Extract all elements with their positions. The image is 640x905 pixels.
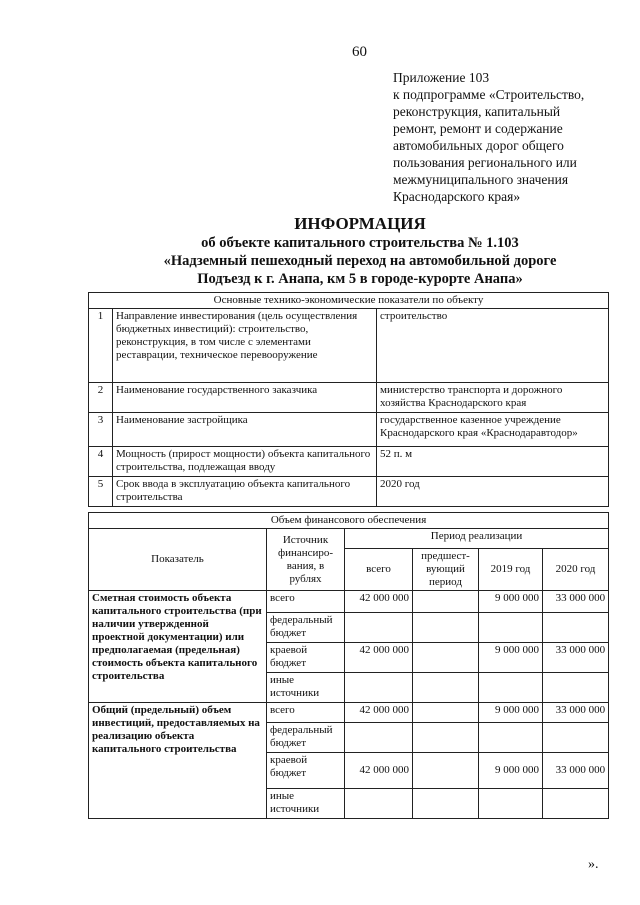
source-cell: федеральный бюджет (267, 723, 345, 753)
appendix-line: к подпрограмме «Строительство, (393, 87, 585, 102)
source-cell: иные источники (267, 673, 345, 703)
col-period: Период реализации (345, 529, 609, 549)
value-2019 (479, 789, 543, 819)
closing-mark: ». (588, 857, 599, 872)
col-prev: предшест-вующий период (413, 549, 479, 591)
indicator-value: министерство транспорта и дорожного хозяйства Краснодарского края (377, 383, 609, 413)
value-2019 (479, 613, 543, 643)
source-cell: всего (267, 591, 345, 613)
col-source: Источник финансиро-вания, в рублях (267, 529, 345, 591)
value-2020: 33 000 000 (543, 753, 609, 789)
title-main: ИНФОРМАЦИЯ (294, 214, 426, 233)
value-total (345, 723, 413, 753)
row-number: 2 (89, 383, 113, 413)
value-2020: 33 000 000 (543, 703, 609, 723)
source-cell: всего (267, 703, 345, 723)
col-2019: 2019 год (479, 549, 543, 591)
indicator-value: строительство (377, 309, 609, 383)
value-total (345, 673, 413, 703)
source-cell: краевой бюджет (267, 643, 345, 673)
source-cell: федеральный бюджет (267, 613, 345, 643)
value-2020 (543, 723, 609, 753)
value-prev (413, 643, 479, 673)
col-total: всего (345, 549, 413, 591)
value-2020 (543, 673, 609, 703)
value-2019 (479, 673, 543, 703)
appendix-line: пользования регионального или (393, 155, 577, 170)
page-number: 60 (352, 44, 367, 60)
value-prev (413, 613, 479, 643)
value-2020 (543, 789, 609, 819)
value-total (345, 789, 413, 819)
indicator-name: Мощность (прирост мощности) объекта капитального строительства, подлежащая вводу (113, 447, 377, 477)
appendix-note (393, 69, 633, 205)
value-prev (413, 591, 479, 613)
value-prev (413, 789, 479, 819)
indicators-table (88, 292, 609, 507)
row-number: 4 (89, 447, 113, 477)
value-total (345, 613, 413, 643)
appendix-line: Приложение 103 (393, 70, 490, 85)
value-2020: 33 000 000 (543, 591, 609, 613)
indicator-name: Наименование застройщика (113, 413, 377, 447)
finance-table (88, 512, 609, 819)
indicator-name: Наименование государственного заказчика (113, 383, 377, 413)
row-number: 1 (89, 309, 113, 383)
value-2019: 9 000 000 (479, 703, 543, 723)
value-2019: 9 000 000 (479, 753, 543, 789)
indicator-value: государственное казенное учреждение Краснодарского края «Краснодаравтодор» (377, 413, 609, 447)
indicator-name: Срок ввода в эксплуатацию объекта капитального строительства (113, 477, 377, 507)
appendix-line: Краснодарского края» (393, 189, 521, 204)
group-label: Общий (предельный) объем инвестиций, предоставляемых на реализацию объекта капитального строительства (89, 703, 267, 819)
value-total: 42 000 000 (345, 753, 413, 789)
value-2019: 9 000 000 (479, 643, 543, 673)
value-2020 (543, 613, 609, 643)
appendix-line: реконструкция, капитальный (393, 104, 561, 119)
value-prev (413, 723, 479, 753)
source-cell: иные источники (267, 789, 345, 819)
value-2019 (479, 723, 543, 753)
col-2020: 2020 год (543, 549, 609, 591)
value-total: 42 000 000 (345, 643, 413, 673)
col-indicator: Показатель (89, 529, 267, 591)
value-total: 42 000 000 (345, 703, 413, 723)
value-2019: 9 000 000 (479, 591, 543, 613)
title-line: Подъезд к г. Анапа, км 5 в городе-курорте Анапа» (197, 271, 523, 287)
value-prev (413, 703, 479, 723)
indicator-value: 2020 год (377, 477, 609, 507)
indicators-header: Основные технико-экономические показатели по объекту (89, 293, 609, 309)
appendix-line: межмуниципального значения (393, 172, 569, 187)
finance-header: Объем финансового обеспечения (89, 513, 609, 529)
value-prev (413, 753, 479, 789)
appendix-line: автомобильных дорог общего (393, 138, 564, 153)
value-prev (413, 673, 479, 703)
value-2020: 33 000 000 (543, 643, 609, 673)
title-line: «Надземный пешеходный переход на автомобильной дороге (163, 253, 557, 269)
row-number: 5 (89, 477, 113, 507)
group-label: Сметная стоимость объекта капитального строительства (при наличии утвержденной проектной документации) или предполагаемая (предельная) стоимость объекта капитального строительства (89, 591, 267, 703)
value-total: 42 000 000 (345, 591, 413, 613)
row-number: 3 (89, 413, 113, 447)
document-title (100, 214, 620, 288)
indicator-name: Направление инвестирования (цель осуществления бюджетных инвестиций): строительство, реконструкция, в том числе с элементами реставрации, техническое перевооружение (113, 309, 377, 383)
source-cell: краевой бюджет (267, 753, 345, 789)
appendix-line: ремонт, ремонт и содержание (393, 121, 563, 136)
indicator-value: 52 п. м (377, 447, 609, 477)
title-line: об объекте капитального строительства № 1.103 (201, 235, 519, 251)
